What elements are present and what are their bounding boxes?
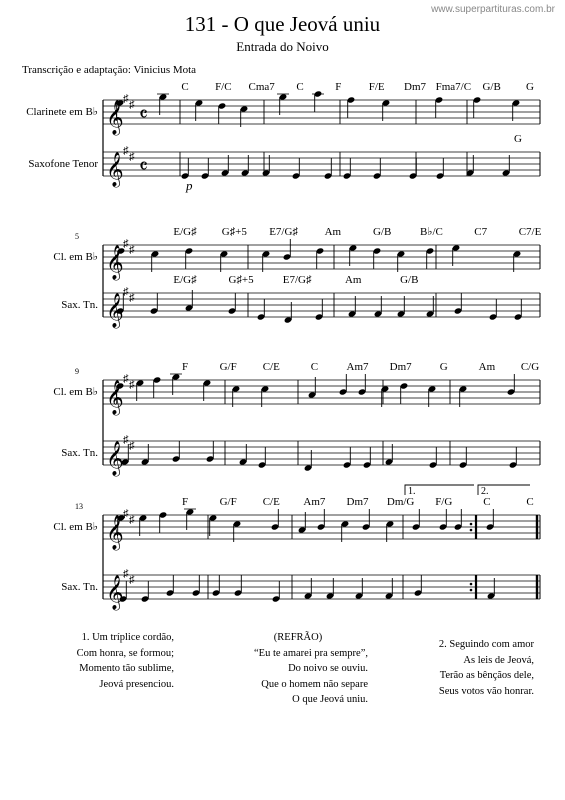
treble-clef-icon: 𝄞 [106, 442, 124, 475]
lyric-line: Seus votos vão honrar. [438, 685, 534, 697]
chord-symbol: Dm7 [404, 81, 426, 93]
volta-label: 2. [481, 486, 489, 497]
chord-symbol: G/B [482, 81, 501, 93]
key-signature-sharp-icon: ♯ [129, 292, 135, 304]
chord-symbol: C/E [262, 496, 280, 508]
key-signature-sharp-icon: ♯ [129, 514, 135, 526]
chord-symbol: F/G [435, 496, 453, 508]
treble-clef-icon: 𝄞 [106, 381, 124, 414]
treble-clef-icon: 𝄞 [106, 294, 124, 327]
chord-symbol: C [483, 496, 491, 508]
instrument-name: Sax. Tn. [61, 299, 98, 311]
lyric-line: As leis de Jeová, [463, 654, 534, 666]
key-signature-sharp-icon: ♯ [123, 434, 129, 446]
transcription-credit: Transcrição e adaptação: Vinicius Mota [22, 64, 197, 76]
song-title: 131 - O que Jeová uniu [184, 12, 381, 36]
lyrics-verse-1 [72, 630, 174, 692]
chord-symbol: Cma7 [248, 81, 275, 93]
chord-symbol: F [335, 81, 342, 93]
system-4 [53, 485, 540, 603]
key-signature-sharp-icon: ♯ [129, 379, 135, 391]
chord-symbol: G [439, 361, 448, 373]
lyric-line: Que o homem não separe [261, 678, 368, 690]
lyric-line: O que Jeová uniu. [292, 694, 368, 705]
chord-symbol: Dm7 [389, 361, 412, 373]
lyric-line: Jeová presenciou. [99, 678, 174, 690]
lyrics-refrain [228, 630, 368, 708]
measure-number: 13 [75, 502, 83, 511]
instrument-name: Cl. em B♭ [53, 386, 98, 398]
lyric-line: Terão as bênçãos dele, [439, 670, 534, 681]
chord-symbol: G/F [219, 496, 237, 508]
chord-symbol: E/G♯ [173, 226, 197, 238]
lyric-line: 1. Um tríplice cordão, [81, 632, 174, 643]
system-1 [26, 90, 540, 179]
measure-number: 5 [75, 232, 79, 241]
key-signature-sharp-icon: ♯ [129, 440, 135, 452]
treble-clef-icon: 𝄞 [106, 516, 124, 549]
chord-symbol: E7/G♯ [269, 226, 298, 238]
lyrics-verse-2 [424, 637, 534, 699]
key-signature-sharp-icon: ♯ [129, 574, 135, 586]
chord-symbol: Am7 [346, 361, 369, 373]
key-signature-sharp-icon: ♯ [123, 508, 129, 520]
key-signature-sharp-icon: ♯ [123, 568, 129, 580]
chord-symbol: G [514, 133, 522, 145]
chord-symbol: C [181, 81, 189, 93]
system-3 [53, 373, 540, 471]
chord-symbol: C/G [520, 361, 540, 373]
key-signature-sharp-icon: ♯ [129, 244, 135, 256]
chord-symbol: G/F [219, 361, 237, 373]
lyric-line: “Eu te amarei pra sempre”, [254, 647, 368, 659]
chord-symbol: E7/G♯ [282, 274, 312, 286]
refrain-heading: (REFRÃO) [273, 632, 323, 643]
chord-symbol: C [296, 81, 304, 93]
site-watermark: www.superpartituras.com.br [431, 4, 555, 15]
key-signature-sharp-icon: ♯ [123, 373, 129, 385]
key-signature-sharp-icon: ♯ [123, 286, 129, 298]
chord-symbol: G/B [372, 226, 392, 238]
chord-symbol: C [526, 496, 534, 508]
lyric-line: Momento tão sublime, [79, 663, 174, 674]
chord-symbol: Dm/G [386, 496, 415, 508]
chord-symbol: Fma7/C [435, 81, 472, 93]
repeat-dot [470, 529, 473, 532]
chord-symbol: Dm7 [346, 496, 369, 508]
instrument-name: Saxofone Tenor [28, 158, 98, 170]
repeat-dot [470, 583, 473, 586]
chord-symbol: C7 [474, 226, 488, 238]
chord-symbol: E/G♯ [173, 274, 197, 286]
chord-symbol: F [181, 361, 189, 373]
chord-symbol: C/E [262, 361, 280, 373]
key-signature-sharp-icon: ♯ [129, 151, 135, 163]
dynamic-marking: p [186, 178, 193, 193]
lyric-line: 2. Seguindo com amor [438, 639, 534, 650]
instrument-name: Cl. em B♭ [53, 521, 98, 533]
chord-symbol: G [526, 81, 534, 93]
instrument-name: Cl. em B♭ [53, 251, 98, 263]
volta-label: 1. [408, 486, 416, 497]
song-subtitle: Entrada do Noivo [236, 39, 329, 54]
chord-symbol: F/E [368, 81, 385, 93]
repeat-dot [470, 523, 473, 526]
common-time-icon: 𝄴 [139, 156, 148, 178]
chord-symbol: C7/E [518, 226, 542, 238]
key-signature-sharp-icon: ♯ [129, 99, 135, 111]
key-signature-sharp-icon: ♯ [123, 145, 129, 157]
chord-symbol: Am [324, 226, 342, 238]
lyric-line: Com honra, se formou; [76, 647, 174, 659]
key-signature-sharp-icon: ♯ [123, 93, 129, 105]
treble-clef-icon: 𝄞 [106, 576, 124, 609]
common-time-icon: 𝄴 [139, 104, 148, 126]
treble-clef-icon: 𝄞 [106, 101, 124, 134]
repeat-dot [470, 589, 473, 592]
chord-symbol: G♯+5 [221, 226, 247, 238]
chord-symbol: Am [478, 361, 496, 373]
chord-symbol: C [310, 361, 319, 373]
chord-symbol: F [181, 496, 189, 508]
chord-symbol: G/B [400, 274, 419, 286]
key-signature-sharp-icon: ♯ [123, 238, 129, 250]
chord-symbol: Am [344, 274, 362, 286]
chord-symbol: F/C [215, 81, 232, 93]
measure-number: 9 [75, 367, 79, 376]
treble-clef-icon: 𝄞 [106, 153, 124, 186]
treble-clef-icon: 𝄞 [106, 246, 124, 279]
chord-symbol: G♯+5 [228, 274, 254, 286]
instrument-name: Clarinete em B♭ [26, 106, 98, 118]
chord-symbol: Am7 [303, 496, 326, 508]
instrument-name: Sax. Tn. [61, 581, 98, 593]
lyric-line: Do noivo se ouviu. [288, 663, 368, 674]
chord-symbol: B♭/C [419, 226, 443, 238]
instrument-name: Sax. Tn. [61, 447, 98, 459]
